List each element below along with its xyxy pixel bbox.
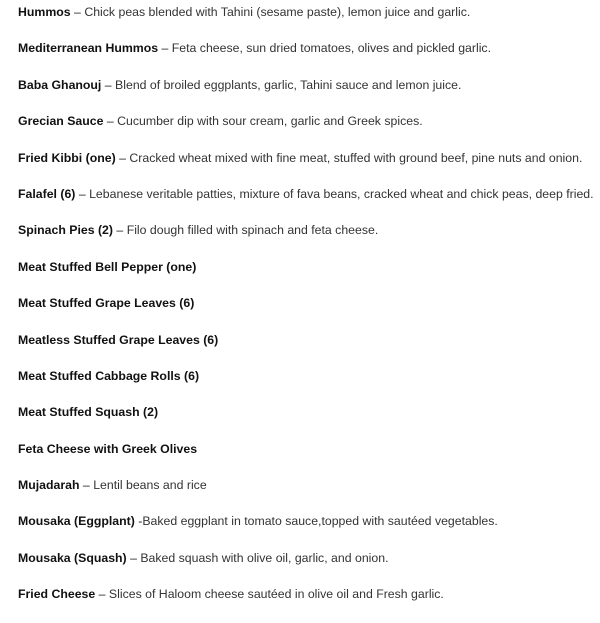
- menu-list: [18, 4, 600, 623]
- item-name: Meat Stuffed Squash (2): [18, 405, 159, 420]
- item-description: Feta cheese, sun dried tomatoes, olives and pickled garlic.: [171, 41, 491, 56]
- item-name: Fried Cheese: [18, 587, 96, 602]
- item-separator: –: [95, 587, 109, 602]
- item-name: Meat Stuffed Grape Leaves (6): [18, 296, 195, 311]
- item-description: Slices of Haloom cheese sautéed in olive oil and Fresh garlic.: [108, 587, 444, 602]
- item-name: Meat Stuffed Bell Pepper (one): [18, 259, 197, 274]
- item-description: Cucumber dip with sour cream, garlic and Greek spices.: [117, 114, 423, 129]
- menu-item: [18, 332, 600, 368]
- item-name: Grecian Sauce: [18, 114, 104, 129]
- item-name: Hummos: [18, 5, 71, 19]
- menu-item: [18, 404, 600, 440]
- menu-item: [18, 259, 600, 295]
- menu-item: [18, 150, 600, 186]
- item-separator: -: [134, 514, 143, 529]
- item-separator: –: [115, 150, 130, 165]
- item-description: Cracked wheat mixed with fine meat, stuffed with ground beef, pine nuts and onion.: [129, 150, 583, 165]
- menu-item: [18, 40, 600, 76]
- item-separator: –: [113, 223, 127, 238]
- item-name: Mousaka (Eggplant): [18, 514, 135, 529]
- menu-item: [18, 186, 600, 222]
- menu-item: [18, 368, 600, 404]
- item-name: Mujadarah: [18, 478, 80, 493]
- item-description: Lebanese veritable patties, mixture of fava beans, cracked wheat and chick peas, deep fried.: [89, 186, 594, 201]
- menu-item: [18, 477, 600, 513]
- item-description: Lentil beans and rice: [93, 478, 207, 493]
- item-name: Spinach Pies (2): [18, 223, 113, 238]
- item-name: Baba Ghanouj: [18, 77, 102, 92]
- item-description: Blend of broiled eggplants, garlic, Tahini sauce and lemon juice.: [115, 77, 462, 92]
- menu-item: [18, 441, 600, 477]
- menu-item: [18, 295, 600, 331]
- menu-item: [18, 586, 600, 622]
- item-name: Mousaka (Squash): [18, 550, 127, 565]
- item-name: Feta Cheese with Greek Olives: [18, 441, 198, 456]
- menu-item: [18, 4, 600, 40]
- item-name: Meatless Stuffed Grape Leaves (6): [18, 332, 219, 347]
- item-name: Falafel (6): [18, 186, 76, 201]
- item-separator: –: [70, 5, 85, 19]
- item-description: Chick peas blended with Tahini (sesame paste), lemon juice and garlic.: [84, 5, 471, 19]
- item-separator: –: [103, 114, 118, 129]
- item-name: Mediterranean Hummos: [18, 41, 159, 56]
- item-separator: –: [126, 550, 141, 565]
- menu-item: [18, 77, 600, 113]
- menu-item: [18, 513, 600, 549]
- item-description: Baked squash with olive oil, garlic, and onion.: [140, 550, 389, 565]
- item-name: Fried Kibbi (one): [18, 150, 116, 165]
- item-separator: –: [101, 77, 116, 92]
- item-separator: –: [158, 41, 172, 56]
- menu-item: [18, 113, 600, 149]
- item-separator: –: [75, 186, 90, 201]
- item-description: Baked eggplant in tomato sauce,topped with sautéed vegetables.: [142, 514, 498, 529]
- menu-item: [18, 550, 600, 586]
- item-name: Meat Stuffed Cabbage Rolls (6): [18, 368, 200, 383]
- item-separator: –: [79, 478, 94, 493]
- item-description: Filo dough filled with spinach and feta cheese.: [126, 223, 379, 238]
- menu-item: [18, 222, 600, 258]
